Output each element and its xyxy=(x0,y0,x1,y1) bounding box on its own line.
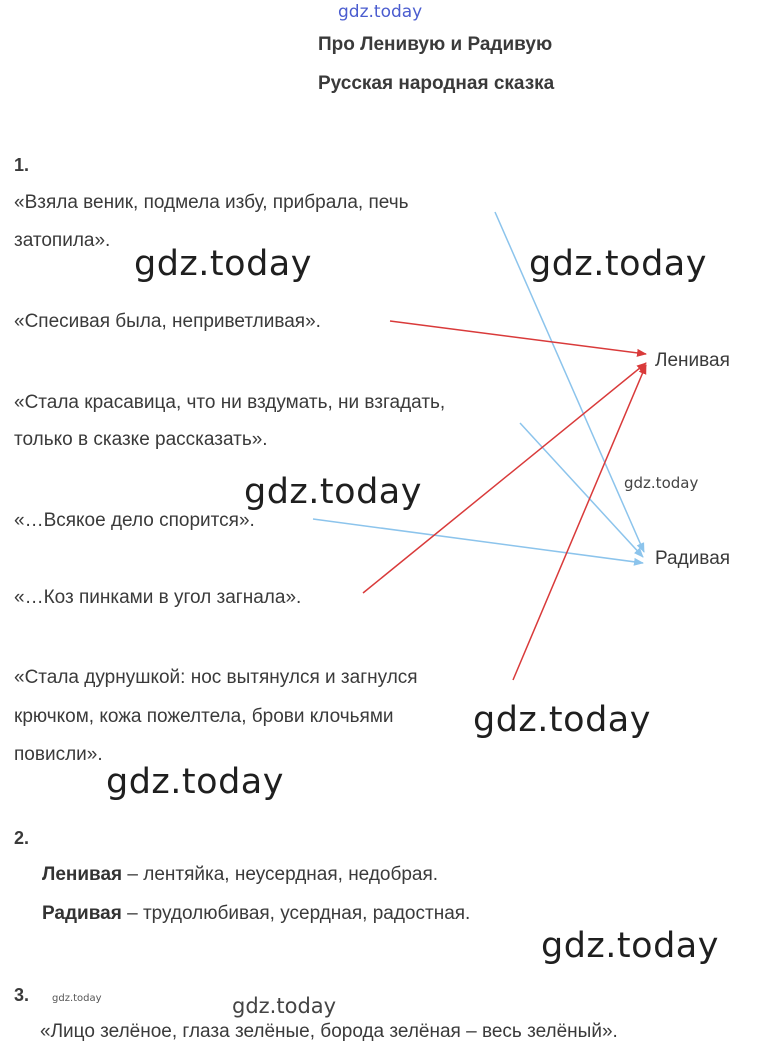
quote-2-line-1: «Спесивая была, неприветливая». xyxy=(14,311,321,332)
quote-5-line-1: «…Коз пинками в угол загнала». xyxy=(14,587,302,608)
section-1-number: 1. xyxy=(14,155,30,175)
section-3-number: 3. xyxy=(14,985,30,1005)
quote-3-line-1: «Стала красавица, что ни вздумать, ни взгадать, xyxy=(14,392,446,413)
section-3-quote: «Лицо зелёное, глаза зелёные, борода зелёная – весь зелёный». xyxy=(40,1021,618,1042)
watermark-2: gdz.today xyxy=(529,244,707,284)
quote-4-line-1: «…Всякое дело спорится». xyxy=(14,510,255,531)
section-2-number: 2. xyxy=(14,828,30,848)
definition-diligent xyxy=(42,903,470,925)
quote-1-line-1: «Взяла веник, подмела избу, прибрала, печь xyxy=(14,192,409,213)
watermark-4: gdz.today xyxy=(244,472,422,512)
definition-diligent-term: Радивая xyxy=(42,903,122,924)
page-title: Про Ленивую и Радивую xyxy=(318,34,553,55)
arrow-quote-4 xyxy=(313,519,643,563)
definition-lazy xyxy=(42,864,438,886)
quote-6-line-3: повисли». xyxy=(14,744,103,765)
definition-lazy-term: Ленивая xyxy=(42,864,123,885)
watermark-6: gdz.today xyxy=(106,762,284,802)
quote-6-line-2: крючком, кожа пожелтела, брови клочьями xyxy=(14,706,394,727)
definition-diligent-text: – трудолюбивая, усердная, радостная. xyxy=(121,903,471,924)
watermark-top: gdz.today xyxy=(338,2,423,22)
quote-6-line-1: «Стала дурнушкой: нос вытянулся и загнулся xyxy=(14,667,418,688)
quote-3-line-2: только в сказке рассказать». xyxy=(14,429,268,450)
target-diligent: Радивая xyxy=(655,548,731,569)
arrow-quote-2 xyxy=(390,321,646,354)
watermark-7: gdz.today xyxy=(541,926,719,966)
page-subtitle: Русская народная сказка xyxy=(318,73,555,94)
quote-1-line-2: затопила». xyxy=(14,230,111,251)
target-lazy: Ленивая xyxy=(655,350,730,371)
watermark-3: gdz.today xyxy=(624,474,699,492)
watermark-9: gdz.today xyxy=(232,994,337,1018)
arrow-quote-6 xyxy=(513,365,646,680)
watermark-5: gdz.today xyxy=(473,700,651,740)
watermark-8: gdz.today xyxy=(52,993,102,1004)
watermark-1: gdz.today xyxy=(134,244,312,284)
definition-lazy-text: – лентяйка, неусердная, недобрая. xyxy=(122,864,439,885)
